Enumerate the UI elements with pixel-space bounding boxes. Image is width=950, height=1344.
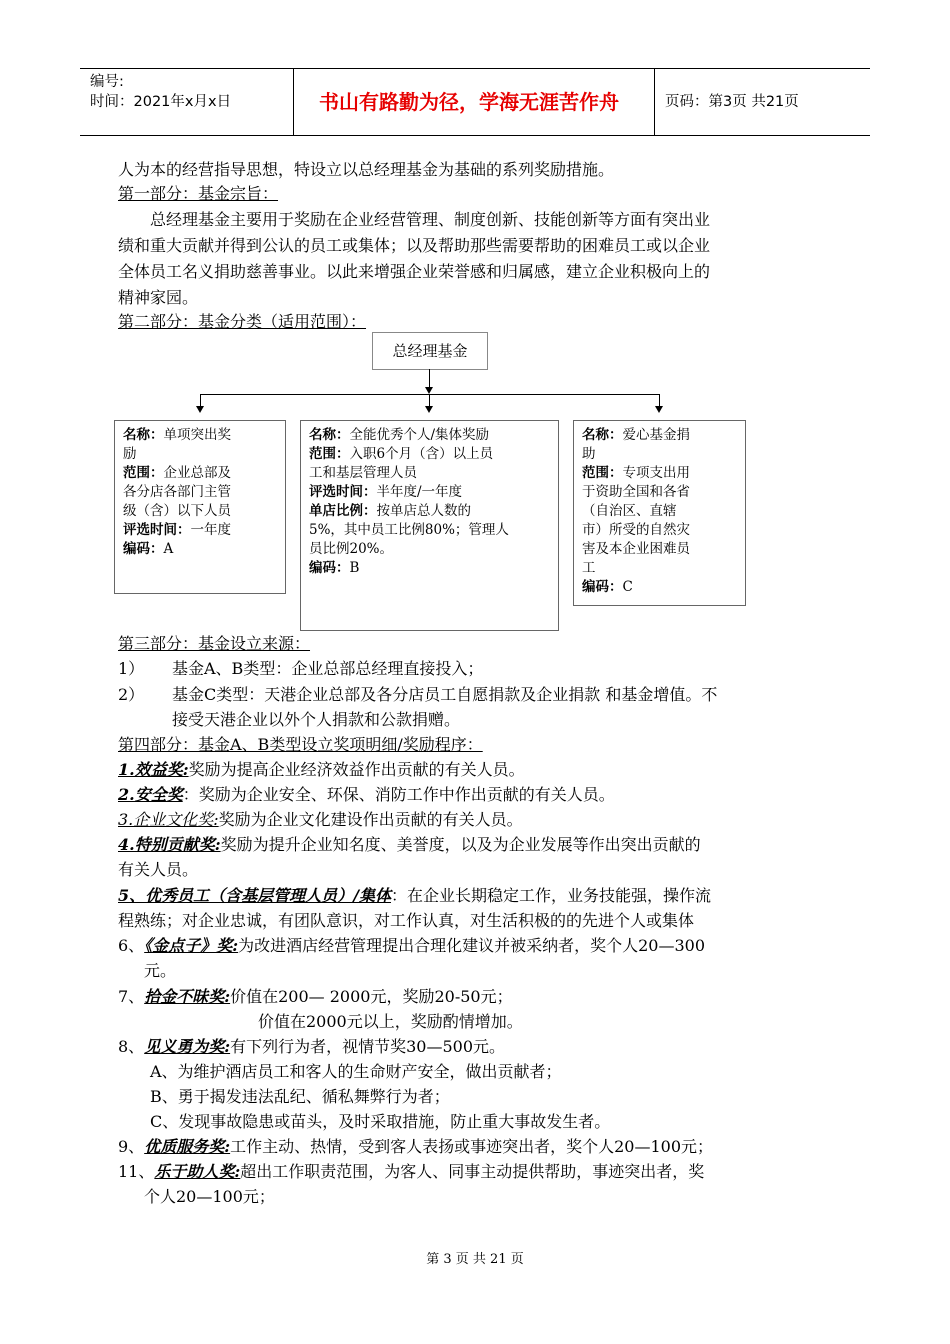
time-label: 时间：2021年x月x日 [90,94,232,110]
award-subitem: C、发现事故隐患或苗头，及时采取措施，防止重大事故发生者。 [150,1112,611,1131]
award-title: 3.企业文化奖: [118,810,219,829]
connector-line [659,394,660,406]
scope-line: 工和基层管理人员 [309,465,417,481]
intro-line: 人为本的经营指导思想，特设立以总经理基金为基础的系列奖励措施。 [118,160,615,179]
time-value: 半年度/一年度 [376,484,463,500]
name-label: 名称： [582,427,623,443]
part1-line: 全体员工名义捐助慈善事业。以此来增强企业荣誉感和归属感，建立企业积极向上的 [118,262,711,281]
award-text: ：在企业长期稳定工作，业务技能强，操作流 [390,886,711,905]
award-text-cont: 程熟练；对企业忠诚，有团队意识，对工作认真，对生活积极的的先进个人或集体 [118,911,695,930]
award-helpful [118,1160,704,1184]
award-text: 奖励为企业文化建设作出贡献的有关人员。 [218,810,523,829]
award-safety [118,783,615,807]
name-value: 爱心基金捐 [622,427,690,443]
part1-title: 第一部分：基金宗旨： [118,184,279,203]
award-title: 2.安全奖 [118,785,183,804]
connector-line [429,369,430,388]
award-text: 超出工作职责范围，为客人、同事主动提供帮助，事迹突出者，奖 [240,1162,705,1181]
fund-box-b [300,420,559,631]
scope-line: 级（含）以下人员 [123,503,231,519]
award-num: 6、 [118,936,145,955]
award-culture [118,808,523,832]
award-title: 5、优秀员工（含基层管理人员）/集体 [118,886,391,905]
part3-item-text: 基金A、B类型：企业总部总经理直接投入； [172,659,484,678]
award-num: 7、 [118,987,145,1006]
part3-item-text: 基金C类型：天港企业总部及各分店员工自愿捐款及企业捐款 和基金增值。不 [172,685,718,704]
award-text: 工作主动、热情，受到客人表扬或事迹突出者，奖个人20—100元； [230,1137,714,1156]
code-label: 编码： [123,541,164,557]
arrow-down-icon [655,406,663,413]
award-text-cont: 价值在2000元以上，奖励酌情增加。 [258,1012,523,1031]
award-text: 价值在200— 2000元，奖励20-50元； [230,987,513,1006]
award-subitem: A、为维护酒店员工和客人的生命财产安全，做出贡献者； [150,1062,562,1081]
number-label: 编号: [90,74,124,90]
part3-item-num: 2） [118,685,145,704]
name-cont: 励 [123,446,137,462]
part3-item-cont: 接受天港企业以外个人捐款和公款捐赠。 [172,710,461,729]
connector-line [200,394,201,406]
award-text-cont: 有关人员。 [118,860,199,879]
header-page-label: 页码：第3页 共21页 [665,94,799,110]
part2-title: 第二部分：基金分类（适用范围）： [118,312,367,331]
time-label: 评选时间： [309,484,377,500]
award-title: 拾金不昧奖: [144,987,231,1006]
time-value: 一年度 [190,522,231,538]
award-num: 11、 [118,1162,155,1181]
ratio-line: 员比例20%。 [309,541,394,557]
name-value: 单项突出奖 [163,427,231,443]
scope-line: （自治区、直辖 [582,503,677,519]
part1-line: 精神家园。 [118,288,199,307]
scope-line: 企业总部及 [163,465,231,481]
name-label: 名称： [123,427,164,443]
arrow-down-icon [196,406,204,413]
scope-label: 范围： [123,465,164,481]
award-text: 有下列行为者，视情节奖30—500元。 [230,1037,506,1056]
arrow-down-icon [425,387,433,394]
award-title: 1.效益奖: [118,760,189,779]
award-text: ：奖励为企业安全、环保、消防工作中作出贡献的有关人员。 [182,785,615,804]
award-title: 4.特别贡献奖: [118,835,221,854]
award-title: 见义勇为奖: [144,1037,231,1056]
code-label: 编码： [309,560,350,576]
award-title: 乐于助人奖: [154,1162,241,1181]
part3-title: 第三部分：基金设立来源： [118,634,311,653]
name-label: 名称： [309,427,350,443]
ratio-line: 按单店总人数的 [376,503,471,519]
scope-label: 范围： [582,465,623,481]
connector-line [429,394,430,406]
award-title: 优质服务奖: [144,1137,231,1156]
page-footer: 第 3 页 共 21 页 [426,1252,524,1267]
scope-line: 各分店各部门主管 [123,484,231,500]
scope-line: 害及本企业困难员 [582,541,690,557]
award-text-cont: 个人20—100元； [144,1187,275,1206]
award-title: 《金点子》奖: [144,936,239,955]
award-num: 8、 [118,1037,145,1056]
code-label: 编码： [582,579,623,595]
award-text: 奖励为提升企业知名度、美誉度，以及为企业发展等作出突出贡献的 [220,835,701,854]
award-text: 为改进酒店经营管理提出合理化建议并被采纳者，奖个人20—300 [238,936,706,955]
part3-item-num: 1） [118,659,145,678]
award-bravery [118,1035,505,1059]
part1-line: 总经理基金主要用于奖励在企业经营管理、制度创新、技能创新等方面有突出业 [150,210,711,229]
name-value: 全能优秀个人/集体奖励 [349,427,490,443]
time-label: 评选时间： [123,522,191,538]
ratio-line: 5%，其中员工比例80%；管理人 [309,522,509,538]
arrow-down-icon [425,406,433,413]
award-subitem: B、勇于揭发违法乱纪、循私舞弊行为者； [150,1087,450,1106]
header-meta [80,69,294,135]
diagram-root-node: 总经理基金 [372,332,488,370]
code-value: A [163,541,174,557]
scope-line: 于资助全国和各省 [582,484,690,500]
part1-line: 绩和重大贡献并得到公认的员工或集体；以及帮助那些需要帮助的困难员工或以企业 [118,236,711,255]
award-text-cont: 元。 [144,961,177,980]
code-value: B [349,560,360,576]
scope-line: 市）所受的自然灾 [582,522,690,538]
page-header [80,68,870,136]
award-text: 奖励为提高企业经济效益作出贡献的有关人员。 [188,760,525,779]
scope-line: 入职6个月（含）以上员 [349,446,494,462]
fund-box-a [114,420,286,594]
scope-label: 范围： [309,446,350,462]
code-value: C [622,579,633,595]
header-motto: 书山有路勤为径，学海无涯苦作舟 [284,69,655,135]
ratio-label: 单店比例： [309,503,377,519]
award-golden-idea [118,934,705,958]
award-special [118,833,701,857]
award-honesty [118,985,513,1009]
scope-line: 工 [582,560,596,576]
name-cont: 助 [582,446,596,462]
part4-title: 第四部分：基金A、B类型设立奖项明细/奖励程序： [118,735,483,754]
award-num: 9、 [118,1137,145,1156]
fund-box-c [573,420,746,606]
award-efficiency [118,758,525,782]
award-quality-service [118,1135,713,1159]
award-excellent-staff [118,884,711,908]
scope-line: 专项支出用 [622,465,690,481]
